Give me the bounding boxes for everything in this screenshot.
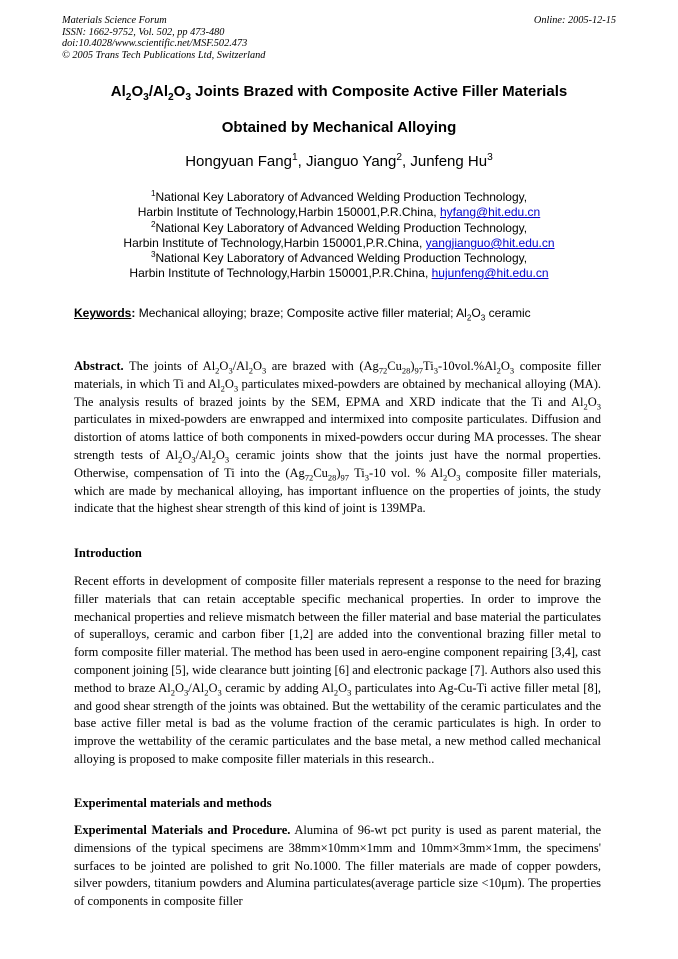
affiliation-number: 2 xyxy=(150,219,156,229)
affiliation-institution: Harbin Institute of Technology,Harbin 150001,P.R.China, hyfang@hit.edu.cn xyxy=(137,205,541,220)
author-name: Junfeng Hu xyxy=(410,153,488,170)
abstract-text: The joints of $Al_2O_3/Al_2O_3$ are brazed with $(Ag_{72}Cu_{28})_{97}Ti_3-10vol.\%Al_2O_3$ composite filler materials, in which Ti and $Al_2O_3$ particulates mixed-powders are obtained by mechanical alloying (MA). The analysis results of brazed joints by the SEM, EPMA and XRD indicate that the Ti and $Al_2O_3$ particulates in mixed-powders are enwrapped and intermixed into composite particulates. Diffusion and distortion of atoms lattice of both components in mixed-powders occur during MA processes. The shear strength tests of $Al_2O_3/Al_2O_3$ ceramic joints show that the joints just have the normal properties. Otherwise, compensation of Ti into the $(Ag_{72}Cu_{28})_{97}$ $Ti_3-10$ vol. % $Al_2O_3$ composite filler materials, which are made by mechanical alloying, has important influence on the properties of joints, the study indicate that the highest shear strength of this kind of joint is 139MPa. xyxy=(74,359,602,516)
affiliation-email-link[interactable]: hujunfeng@hit.edu.cn xyxy=(431,266,549,281)
affiliation-list xyxy=(0,190,678,282)
abstract-label: Abstract. xyxy=(74,359,124,373)
affiliation-email-link[interactable]: hyfang@hit.edu.cn xyxy=(439,205,541,220)
methods-subheading: Experimental Materials and Procedure. xyxy=(74,823,291,837)
online-date: Online: 2005-12-15 xyxy=(533,15,616,26)
author-list: Hongyuan Fang$^1$, Jianguo Yang$^2$, Junfeng Hu$^3$ xyxy=(185,152,493,170)
author-affiliation-mark: 3 xyxy=(487,152,493,163)
affiliation-institution: Harbin Institute of Technology,Harbin 150001,P.R.China, hujunfeng@hit.edu.cn xyxy=(129,266,549,281)
methods-paragraph xyxy=(74,822,601,911)
introduction-heading: Introduction xyxy=(74,546,142,560)
methods-heading: Experimental materials and methods xyxy=(74,796,272,810)
journal-copyright: © 2005 Trans Tech Publications Ltd, Switzerland xyxy=(62,49,266,61)
affiliation-institution: Harbin Institute of Technology,Harbin 150001,P.R.China, yangjianguo@hit.edu.cn xyxy=(123,235,555,250)
author-affiliation-mark: 2 xyxy=(396,152,403,163)
affiliation-lab: $^3$National Key Laboratory of Advanced Welding Production Technology, xyxy=(150,250,528,266)
affiliation-number: 1 xyxy=(150,189,156,198)
affiliation-number: 3 xyxy=(150,250,156,260)
author-affiliation-mark: 1 xyxy=(291,152,298,163)
journal-issn: ISSN: 1662-9752, Vol. 502, pp 473-480 xyxy=(62,26,225,38)
paper-title-line-1: $Al_2O_3/Al_2O_3$ Joints Brazed with Composite Active Filler Materials xyxy=(110,83,568,103)
keywords: Keywords: Mechanical alloying; braze; Composite active filler material; $Al_2O_3$ ceramic xyxy=(74,306,531,323)
journal-header xyxy=(62,15,265,61)
journal-name: Materials Science Forum xyxy=(62,15,167,26)
introduction-text: Recent efforts in development of composite filler materials represent a response to the need for brazing filler materials that can retain acceptable specific mechanical properties. In order to improve the mechanical properties and relieve mismatch between the filler material and base material the particulates of superalloys, ceramic and carbon fiber [1,2] are added into the conventional brazing filler metal to form composite filler material. The method has been used in aero-engine component repairing [3,4], cast component joining [5], wide clearance butt jointing [6] and electronic package [7]. Authors also used this method to braze $Al_2O_3/Al_2O_3$ ceramic by adding $Al_2O_3$ particulates into Ag-Cu-Ti active filler metal [8], and good shear strength of the joints was obtained. But the wettability of the ceramic particulates and the base active filler metal is bad as the volume fraction of the ceramic particulates is high. In order to improve the wettability of the ceramic particulates and the base metal, a new method called mechanical alloying is proposed to make composite filler materials in this research.. xyxy=(74,574,601,766)
methods-text: Alumina of 96-wt pct purity is used as parent material, the dimensions of the typical specimens are 38mm×10mm×1mm and 10mm×3mm×1mm, the specimens' surfaces to be jointed are polished to grit No.1000. The filler materials are made of copper powders, silver powders, titanium powders and Alumina particulates(average particle size <10μm). The properties of components in composite filler xyxy=(74,823,602,909)
author-name: Hongyuan Fang xyxy=(185,153,292,170)
keywords-label: Keywords xyxy=(74,306,132,320)
affiliation-lab: $^1$National Key Laboratory of Advanced Welding Production Technology, xyxy=(150,189,528,204)
affiliation-email-link[interactable]: yangjianguo@hit.edu.cn xyxy=(425,235,555,250)
journal-doi: doi:10.4028/www.scientific.net/MSF.502.473 xyxy=(62,38,248,49)
affiliation-lab: $^2$National Key Laboratory of Advanced Welding Production Technology, xyxy=(150,219,528,235)
abstract-paragraph xyxy=(74,358,601,518)
author-name: Jianguo Yang xyxy=(305,153,397,170)
paper-title-line-2: Obtained by Mechanical Alloying xyxy=(221,119,457,136)
keywords-text: Mechanical alloying; braze; Composite active filler material; $Al_2O_3$ ceramic xyxy=(138,306,531,323)
